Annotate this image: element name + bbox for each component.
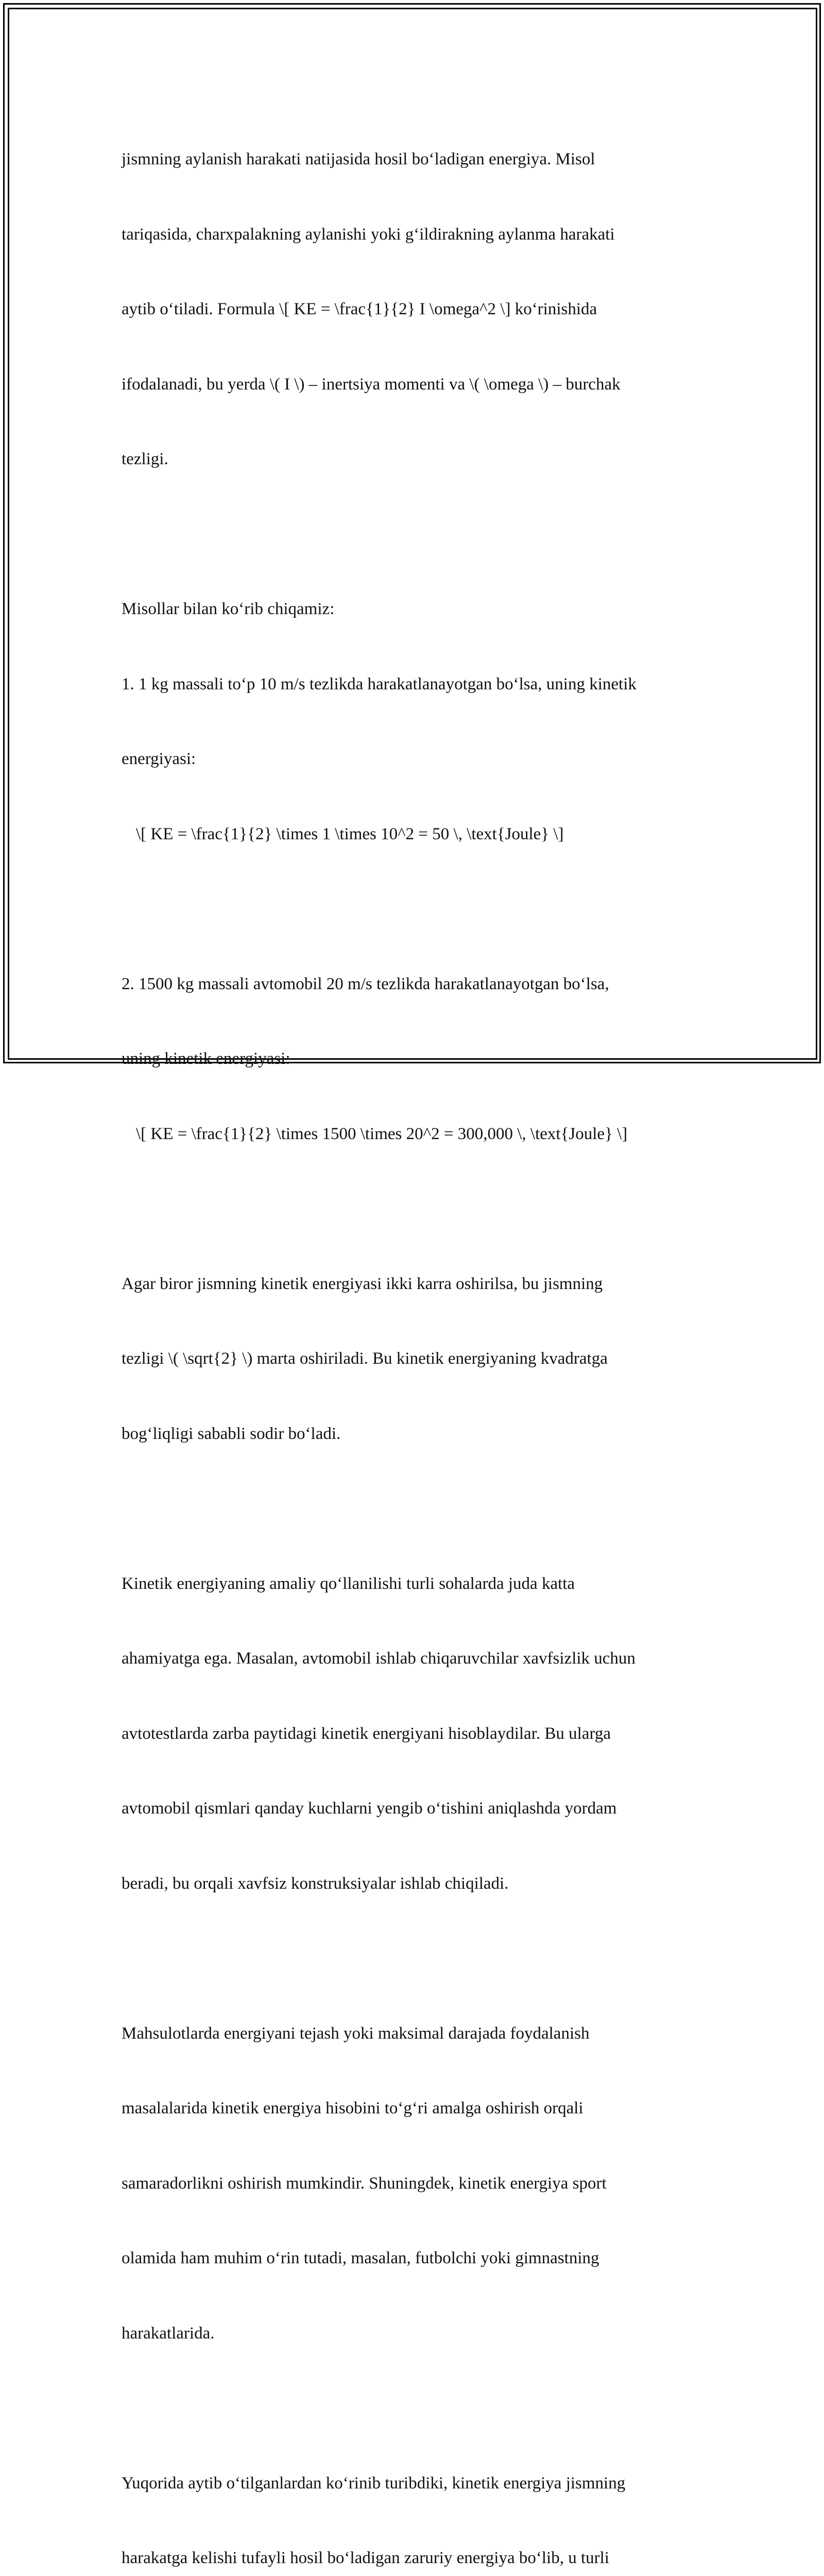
text-line: beradi, bu orqali xavfsiz konstruksiyalar ishlab chiqiladi. [122, 1871, 703, 1896]
text-line: Misollar bilan ko‘rib chiqamiz: [122, 597, 703, 622]
document-body [122, 97, 703, 2576]
paragraph-example-2 [122, 922, 703, 1197]
text-line: Agar biror jismning kinetik energiyasi ikki karra oshirilsa, bu jismning [122, 1272, 703, 1297]
text-line: ifodalanadi, bu yerda \( I \) – inertsiya momenti va \( \omega \) – burchak [122, 372, 703, 397]
text-line: masalalarida kinetik energiya hisobini to‘g‘ri amalga oshirish orqali [122, 2096, 703, 2121]
text-line: Mahsulotlarda energiyani tejash yoki maksimal darajada foydalanish [122, 2021, 703, 2046]
text-line: tezligi. [122, 447, 703, 472]
text-line: energiyasi: [122, 747, 703, 772]
formula-line: \[ KE = \frac{1}{2} \times 1500 \times 20^2 = 300,000 \, \text{Joule} \] [122, 1122, 703, 1147]
text-line: tariqasida, charxpalakning aylanishi yoki g‘ildirakning aylanma harakati [122, 222, 703, 247]
text-line: samaradorlikni oshirish mumkindir. Shuningdek, kinetik energiya sport [122, 2171, 703, 2196]
text-line: 2. 1500 kg massali avtomobil 20 m/s tezlikda harakatlanayotgan bo‘lsa, [122, 972, 703, 997]
paragraph-practical-use [122, 1521, 703, 1946]
paragraph-doubling-energy [122, 1222, 703, 1497]
paragraph-rotational-energy [122, 97, 703, 522]
text-line: olamida ham muhim o‘rin tutadi, masalan, futbolchi yoki gimnastning [122, 2246, 703, 2271]
text-line: avtotestlarda zarba paytidagi kinetik energiyani hisoblaydilar. Bu ularga [122, 1721, 703, 1747]
text-line: harakatga kelishi tufayli hosil bo‘ladigan zaruriy energiya bo‘lib, u turli [122, 2546, 703, 2571]
paragraph-efficiency-sport [122, 1971, 703, 2396]
text-line: harakatlarida. [122, 2321, 703, 2346]
text-line: ahamiyatga ega. Masalan, avtomobil ishlab chiqaruvchilar xavfsizlik uchun [122, 1646, 703, 1671]
text-line: avtomobil qismlari qanday kuchlarni yengib o‘tishini aniqlashda yordam [122, 1796, 703, 1821]
text-line: tezligi \( \sqrt{2} \) marta oshiriladi. Bu kinetik energiyaning kvadratga [122, 1346, 703, 1371]
text-line: bog‘liqligi sababli sodir bo‘ladi. [122, 1421, 703, 1447]
text-line: aytib o‘tiladi. Formula \[ KE = \frac{1}{2} I \omega^2 \] ko‘rinishida [122, 297, 703, 322]
text-line: Yuqorida aytib o‘tilganlardan ko‘rinib turibdiki, kinetik energiya jismning [122, 2471, 703, 2496]
paragraph-conclusion [122, 2421, 703, 2576]
paragraph-example-1 [122, 547, 703, 896]
formula-line: \[ KE = \frac{1}{2} \times 1 \times 10^2 = 50 \, \text{Joule} \] [122, 822, 703, 847]
text-line: jismning aylanish harakati natijasida hosil bo‘ladigan energiya. Misol [122, 147, 703, 172]
text-line: uning kinetik energiyasi: [122, 1046, 703, 1072]
text-line: 1. 1 kg massali to‘p 10 m/s tezlikda harakatlanayotgan bo‘lsa, uning kinetik [122, 672, 703, 697]
text-line: Kinetik energiyaning amaliy qo‘llanilishi turli sohalarda juda katta [122, 1571, 703, 1597]
